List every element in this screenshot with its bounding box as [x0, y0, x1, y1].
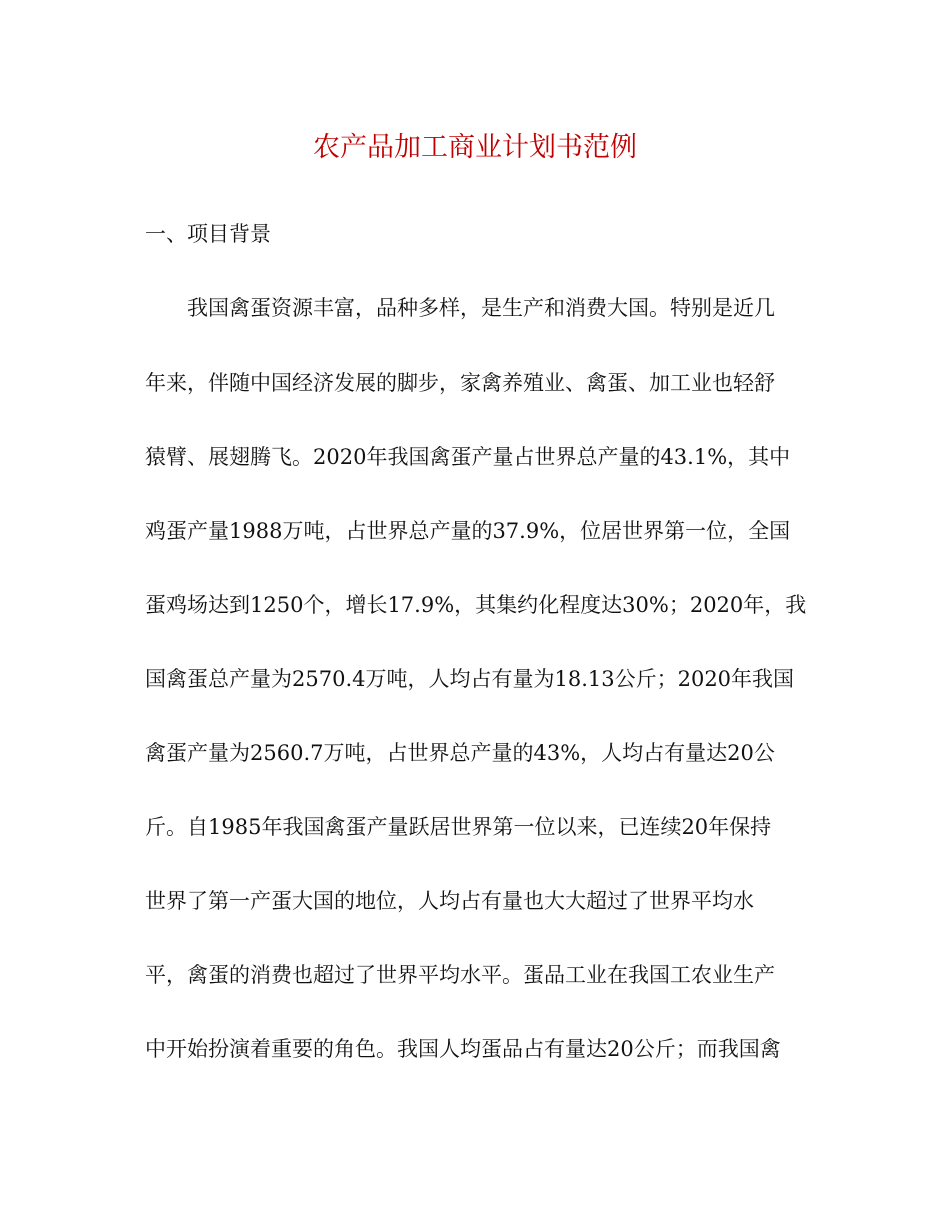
paragraph-line: 蛋鸡场达到1250个，增长17.9%，其集约化程度达30%；2020年，我: [145, 593, 807, 617]
paragraph-line: 鸡蛋产量1988万吨，占世界总产量的37.9%，位居世界第一位，全国: [145, 519, 791, 543]
paragraph-line: 中开始扮演着重要的角色。我国人均蛋品占有量达20公斤；而我国禽: [145, 1037, 781, 1061]
paragraph-line: 平，禽蛋的消费也超过了世界平均水平。蛋品工业在我国工农业生产: [145, 963, 775, 987]
paragraph-line: 年来，伴随中国经济发展的脚步，家禽养殖业、禽蛋、加工业也轻舒: [145, 371, 775, 395]
paragraph-line: 我国禽蛋资源丰富，品种多样，是生产和消费大国。特别是近几: [187, 296, 775, 320]
paragraph-line: 斤。自1985年我国禽蛋产量跃居世界第一位以来，已连续20年保持: [145, 815, 772, 839]
document-title: 农产品加工商业计划书范例: [313, 132, 637, 163]
paragraph-line: 世界了第一产蛋大国的地位，人均占有量也大大超过了世界平均水: [145, 889, 754, 913]
section-heading: 一、项目背景: [145, 222, 271, 246]
paragraph-line: 禽蛋产量为2560.7万吨，占世界总产量的43%，人均占有量达20公: [145, 741, 775, 765]
paragraph-line: 猿臂、展翅腾飞。2020年我国禽蛋产量占世界总产量的43.1%，其中: [145, 445, 791, 469]
paragraph-line: 国禽蛋总产量为2570.4万吨，人均占有量为18.13公斤；2020年我国: [145, 667, 795, 691]
